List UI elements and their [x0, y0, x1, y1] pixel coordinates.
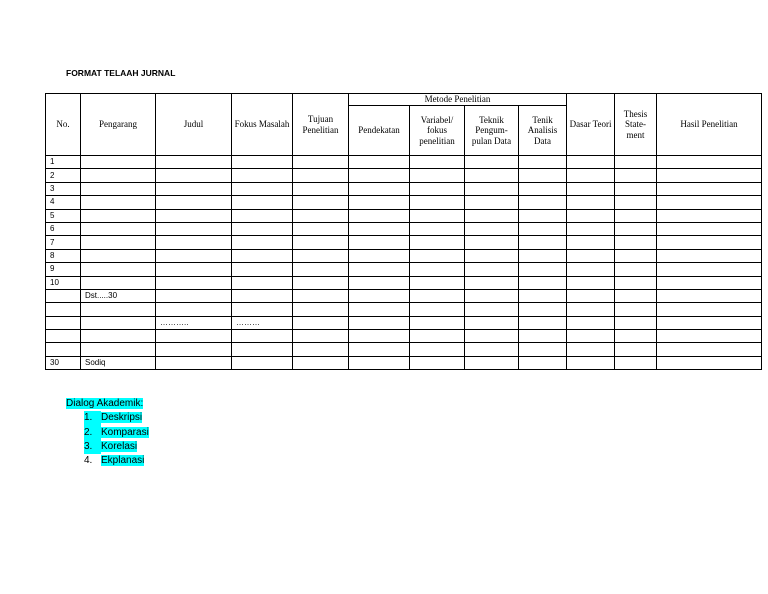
table-row [46, 343, 762, 356]
dialog-list-item [66, 426, 149, 440]
cell-fokus [232, 196, 293, 209]
cell-empty [410, 276, 465, 289]
table-row [46, 303, 762, 316]
table-row [46, 330, 762, 343]
cell-empty [615, 263, 657, 276]
cell-empty [349, 303, 410, 316]
cell-empty [567, 196, 615, 209]
table-row [46, 276, 762, 289]
cell-empty [567, 330, 615, 343]
cell-fokus [232, 263, 293, 276]
cell-empty [293, 356, 349, 369]
cell-empty [349, 182, 410, 195]
cell-empty [519, 169, 567, 182]
cell-no: 3 [46, 182, 81, 195]
cell-empty [567, 343, 615, 356]
cell-no: 4 [46, 196, 81, 209]
table-row [46, 222, 762, 235]
cell-empty [349, 236, 410, 249]
cell-pengarang [81, 209, 156, 222]
dialog-item-number: 1. [84, 411, 101, 425]
table-row [46, 236, 762, 249]
cell-judul [156, 249, 232, 262]
cell-empty [615, 356, 657, 369]
dialog-item-number: 4. [84, 455, 93, 467]
cell-empty [349, 249, 410, 262]
cell-empty [293, 209, 349, 222]
cell-empty [615, 156, 657, 169]
cell-judul [156, 182, 232, 195]
cell-fokus: ……… [232, 316, 293, 329]
cell-empty [465, 303, 519, 316]
table-row [46, 209, 762, 222]
cell-pengarang [81, 316, 156, 329]
cell-empty [567, 303, 615, 316]
table-row [46, 356, 762, 369]
cell-empty [349, 316, 410, 329]
cell-empty [567, 289, 615, 302]
cell-empty [349, 276, 410, 289]
cell-empty [657, 356, 762, 369]
cell-fokus [232, 182, 293, 195]
cell-empty [410, 330, 465, 343]
cell-empty [410, 236, 465, 249]
cell-no: 10 [46, 276, 81, 289]
cell-no [46, 343, 81, 356]
cell-fokus [232, 330, 293, 343]
cell-judul: ……….. [156, 316, 232, 329]
cell-fokus [232, 289, 293, 302]
cell-judul [156, 156, 232, 169]
cell-empty [615, 236, 657, 249]
header-fokus-masalah: Fokus Masalah [232, 94, 293, 156]
cell-empty [465, 249, 519, 262]
cell-empty [615, 196, 657, 209]
header-dasar-teori: Dasar Teori [567, 94, 615, 156]
cell-empty [567, 209, 615, 222]
cell-judul [156, 303, 232, 316]
cell-no: 8 [46, 249, 81, 262]
cell-judul [156, 356, 232, 369]
table-row [46, 156, 762, 169]
dialog-list-item [66, 411, 149, 425]
cell-pengarang [81, 249, 156, 262]
cell-empty [465, 209, 519, 222]
cell-empty [293, 236, 349, 249]
dialog-item-number: 3. [84, 440, 101, 454]
cell-empty [519, 249, 567, 262]
cell-fokus [232, 209, 293, 222]
cell-pengarang [81, 236, 156, 249]
cell-empty [349, 156, 410, 169]
table-row [46, 182, 762, 195]
cell-empty [465, 169, 519, 182]
cell-empty [615, 276, 657, 289]
cell-empty [657, 196, 762, 209]
cell-pengarang: Dst.....30 [81, 289, 156, 302]
cell-empty [465, 236, 519, 249]
cell-empty [567, 156, 615, 169]
cell-empty [519, 330, 567, 343]
dialog-akademik [66, 397, 149, 468]
cell-judul [156, 169, 232, 182]
table-row [46, 263, 762, 276]
cell-empty [615, 169, 657, 182]
cell-empty [615, 209, 657, 222]
cell-empty [567, 236, 615, 249]
cell-no: 1 [46, 156, 81, 169]
cell-empty [519, 196, 567, 209]
cell-empty [657, 222, 762, 235]
table-row [46, 316, 762, 329]
header-hasil-penelitian: Hasil Penelitian [657, 94, 762, 156]
cell-empty [519, 356, 567, 369]
cell-empty [615, 316, 657, 329]
cell-no: 2 [46, 169, 81, 182]
cell-fokus [232, 156, 293, 169]
cell-judul [156, 276, 232, 289]
cell-empty [465, 330, 519, 343]
cell-judul [156, 196, 232, 209]
header-variabel: Variabel/ fokus penelitian [410, 106, 465, 156]
dialog-heading: Dialog Akademik: [66, 398, 144, 409]
cell-fokus [232, 356, 293, 369]
cell-empty [293, 276, 349, 289]
cell-pengarang [81, 222, 156, 235]
cell-pengarang [81, 303, 156, 316]
cell-fokus [232, 343, 293, 356]
cell-empty [410, 222, 465, 235]
cell-empty [293, 289, 349, 302]
cell-empty [567, 316, 615, 329]
cell-empty [410, 249, 465, 262]
cell-empty [519, 263, 567, 276]
cell-empty [519, 343, 567, 356]
table-row [46, 289, 762, 302]
cell-empty [293, 182, 349, 195]
cell-empty [293, 169, 349, 182]
cell-empty [410, 169, 465, 182]
cell-empty [293, 303, 349, 316]
cell-empty [519, 236, 567, 249]
cell-empty [615, 330, 657, 343]
cell-empty [465, 196, 519, 209]
cell-empty [410, 303, 465, 316]
cell-empty [465, 316, 519, 329]
dialog-item-label: Korelasi [101, 440, 138, 452]
cell-empty [567, 182, 615, 195]
cell-empty [657, 289, 762, 302]
cell-pengarang: Sodiq [81, 356, 156, 369]
cell-empty [349, 196, 410, 209]
cell-empty [410, 316, 465, 329]
cell-empty [657, 303, 762, 316]
review-table [45, 93, 762, 370]
cell-empty [349, 356, 410, 369]
cell-empty [349, 289, 410, 302]
cell-empty [349, 169, 410, 182]
cell-empty [465, 276, 519, 289]
cell-empty [615, 182, 657, 195]
cell-judul [156, 263, 232, 276]
cell-empty [349, 209, 410, 222]
cell-empty [615, 343, 657, 356]
cell-pengarang [81, 343, 156, 356]
cell-no [46, 289, 81, 302]
dialog-item-label: Deskripsi [101, 412, 143, 424]
dialog-list-item [66, 454, 149, 468]
dialog-item-label: Ekplanasi [101, 455, 145, 467]
cell-no: 9 [46, 263, 81, 276]
cell-empty [567, 276, 615, 289]
dialog-item-number: 2. [84, 426, 101, 440]
header-teknik-analisis: Tenik Analisis Data [519, 106, 567, 156]
cell-empty [615, 249, 657, 262]
cell-empty [567, 222, 615, 235]
cell-empty [615, 289, 657, 302]
cell-judul [156, 222, 232, 235]
cell-empty [465, 156, 519, 169]
cell-empty [657, 343, 762, 356]
cell-empty [657, 263, 762, 276]
cell-empty [519, 289, 567, 302]
table-row [46, 249, 762, 262]
header-teknik-pengumpulan: Teknik Pengum- pulan Data [465, 106, 519, 156]
table-row [46, 169, 762, 182]
cell-judul [156, 209, 232, 222]
cell-empty [519, 222, 567, 235]
cell-empty [567, 356, 615, 369]
cell-fokus [232, 249, 293, 262]
cell-no: 5 [46, 209, 81, 222]
cell-empty [657, 330, 762, 343]
cell-empty [410, 356, 465, 369]
cell-empty [349, 222, 410, 235]
dialog-list-item [66, 440, 149, 454]
cell-fokus [232, 236, 293, 249]
header-thesis-statement: Thesis State- ment [615, 94, 657, 156]
cell-empty [349, 263, 410, 276]
header-judul: Judul [156, 94, 232, 156]
dialog-list [66, 411, 149, 468]
cell-empty [519, 276, 567, 289]
cell-empty [519, 303, 567, 316]
cell-empty [410, 156, 465, 169]
cell-empty [410, 343, 465, 356]
cell-empty [615, 222, 657, 235]
cell-no [46, 330, 81, 343]
header-tujuan-penelitian: Tujuan Penelitian [293, 94, 349, 156]
cell-fokus [232, 169, 293, 182]
cell-empty [519, 156, 567, 169]
cell-empty [410, 289, 465, 302]
cell-empty [465, 263, 519, 276]
cell-pengarang [81, 156, 156, 169]
table-row [46, 196, 762, 209]
cell-empty [567, 263, 615, 276]
cell-empty [410, 263, 465, 276]
cell-empty [657, 316, 762, 329]
cell-empty [410, 196, 465, 209]
cell-empty [410, 209, 465, 222]
cell-empty [293, 156, 349, 169]
dialog-item-label: Komparasi [101, 426, 149, 438]
cell-empty [465, 222, 519, 235]
cell-judul [156, 236, 232, 249]
cell-fokus [232, 222, 293, 235]
document-title: FORMAT TELAAH JURNAL [66, 68, 176, 78]
cell-pengarang [81, 330, 156, 343]
cell-judul [156, 289, 232, 302]
cell-empty [349, 343, 410, 356]
cell-empty [657, 249, 762, 262]
cell-empty [293, 249, 349, 262]
cell-pengarang [81, 196, 156, 209]
cell-empty [293, 222, 349, 235]
cell-no: 30 [46, 356, 81, 369]
cell-empty [657, 236, 762, 249]
cell-pengarang [81, 182, 156, 195]
cell-empty [519, 209, 567, 222]
cell-fokus [232, 303, 293, 316]
cell-judul [156, 330, 232, 343]
cell-judul [156, 343, 232, 356]
cell-empty [465, 182, 519, 195]
cell-no [46, 316, 81, 329]
cell-no: 7 [46, 236, 81, 249]
cell-empty [615, 303, 657, 316]
header-metode-penelitian: Metode Penelitian [349, 94, 567, 106]
cell-empty [567, 169, 615, 182]
cell-pengarang [81, 169, 156, 182]
cell-empty [465, 356, 519, 369]
header-no: No. [46, 94, 81, 156]
cell-empty [519, 316, 567, 329]
cell-empty [657, 182, 762, 195]
cell-empty [349, 330, 410, 343]
cell-empty [657, 209, 762, 222]
cell-empty [519, 182, 567, 195]
cell-empty [465, 289, 519, 302]
cell-empty [567, 249, 615, 262]
header-pengarang: Pengarang [81, 94, 156, 156]
cell-empty [657, 156, 762, 169]
cell-no [46, 303, 81, 316]
cell-empty [293, 343, 349, 356]
cell-fokus [232, 276, 293, 289]
cell-empty [657, 276, 762, 289]
cell-empty [293, 263, 349, 276]
cell-pengarang [81, 263, 156, 276]
cell-empty [410, 182, 465, 195]
cell-empty [293, 316, 349, 329]
cell-pengarang [81, 276, 156, 289]
cell-empty [293, 196, 349, 209]
header-pendekatan: Pendekatan [349, 106, 410, 156]
cell-empty [293, 330, 349, 343]
cell-no: 6 [46, 222, 81, 235]
cell-empty [657, 169, 762, 182]
cell-empty [465, 343, 519, 356]
